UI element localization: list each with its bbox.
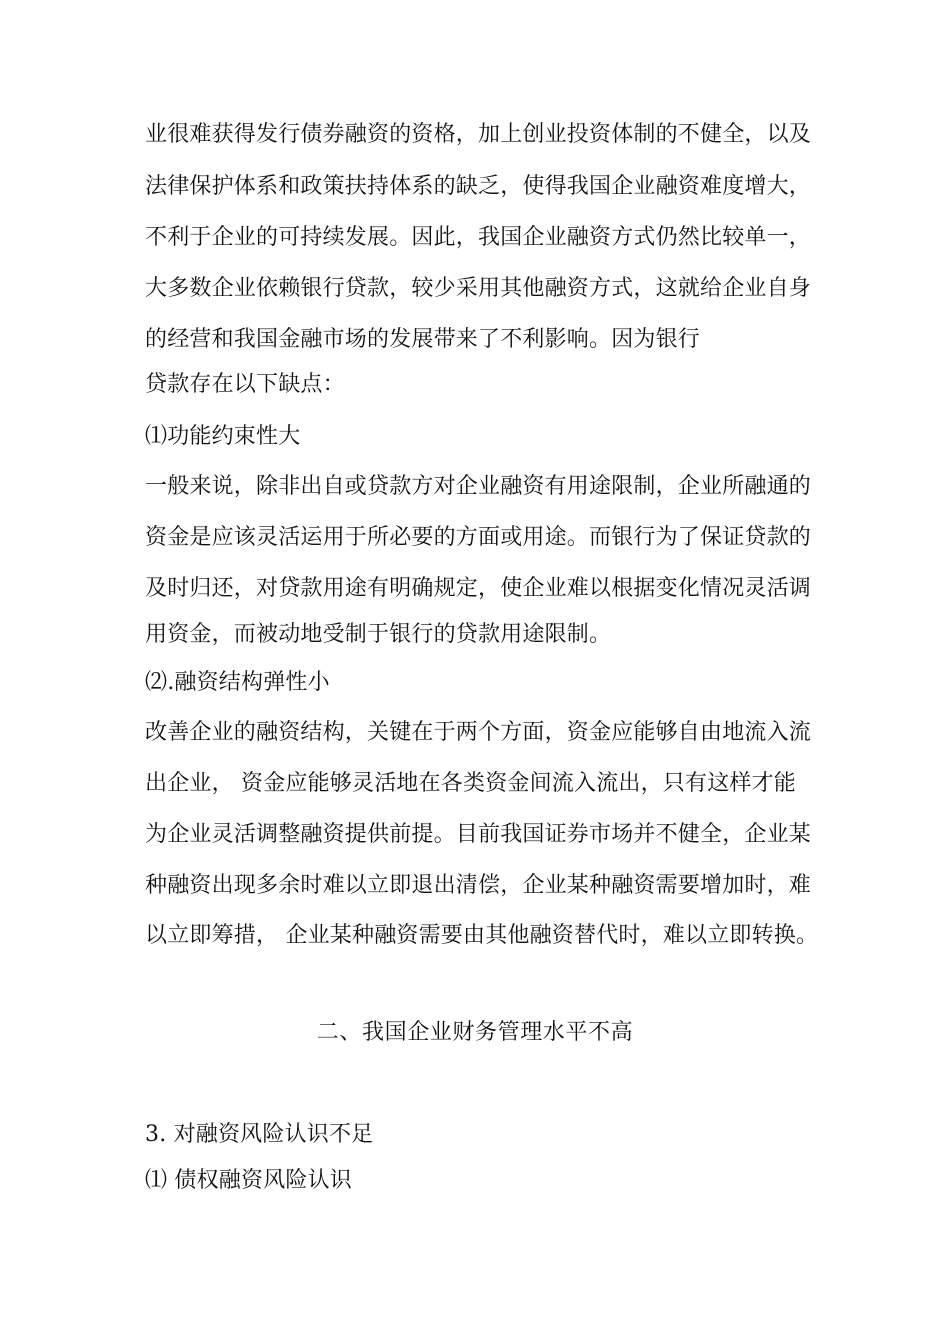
paragraph-line: 的经营和我国金融市场的发展带来了不利影响。因为银行 <box>145 327 701 352</box>
paragraph-line: 业很难获得发行债券融资的资格，加上创业投资体制的不健全，以及 <box>145 122 812 147</box>
paragraph-line: 为企业灵活调整融资提供前提。目前我国证券市场并不健全，企业某 <box>145 822 812 847</box>
subheading-function-constraint: ⑴功能约束性大 <box>145 424 301 449</box>
paragraph-line: 用资金，而被动地受制于银行的贷款用途限制。 <box>145 622 612 647</box>
subheading-financing-structure: ⑵.融资结构弹性小 <box>145 670 330 695</box>
paragraph-line: 及时归还，对贷款用途有明确规定，使企业难以根据变化情况灵活调 <box>145 576 812 601</box>
paragraph-line: 贷款存在以下缺点： <box>145 372 345 397</box>
paragraph-line: 出企业， 资金应能够灵活地在各类资金间流入流出，只有这样才能 <box>145 771 796 796</box>
paragraph-line: 一般来说，除非出自或贷款方对企业融资有用途限制，企业所融通的 <box>145 474 812 499</box>
paragraph-line: 资金是应该灵活运用于所必要的方面或用途。而银行为了保证贷款的 <box>145 525 812 550</box>
sub-item-heading: ⑴ 债权融资风险认识 <box>145 1168 352 1193</box>
paragraph-line: 大多数企业依赖银行贷款，较少采用其他融资方式，这就给企业自身 <box>145 276 812 301</box>
section-heading: 二、我国企业财务管理水平不高 <box>316 1020 634 1045</box>
paragraph-line: 法律保护体系和政策扶持体系的缺乏，使得我国企业融资难度增大， <box>145 174 812 199</box>
paragraph-line: 种融资出现多余时难以立即退出清偿，企业某种融资需要增加时，难 <box>145 873 812 898</box>
paragraph-line: 改善企业的融资结构，关键在于两个方面，资金应能够自由地流入流 <box>145 720 812 745</box>
paragraph-line: 以立即筹措， 企业某种融资需要由其他融资替代时，难以立即转换。 <box>145 923 819 948</box>
item-heading: 3. 对融资风险认识不足 <box>145 1122 374 1147</box>
paragraph-line: 不利于企业的可持续发展。因此，我国企业融资方式仍然比较单一， <box>145 225 812 250</box>
